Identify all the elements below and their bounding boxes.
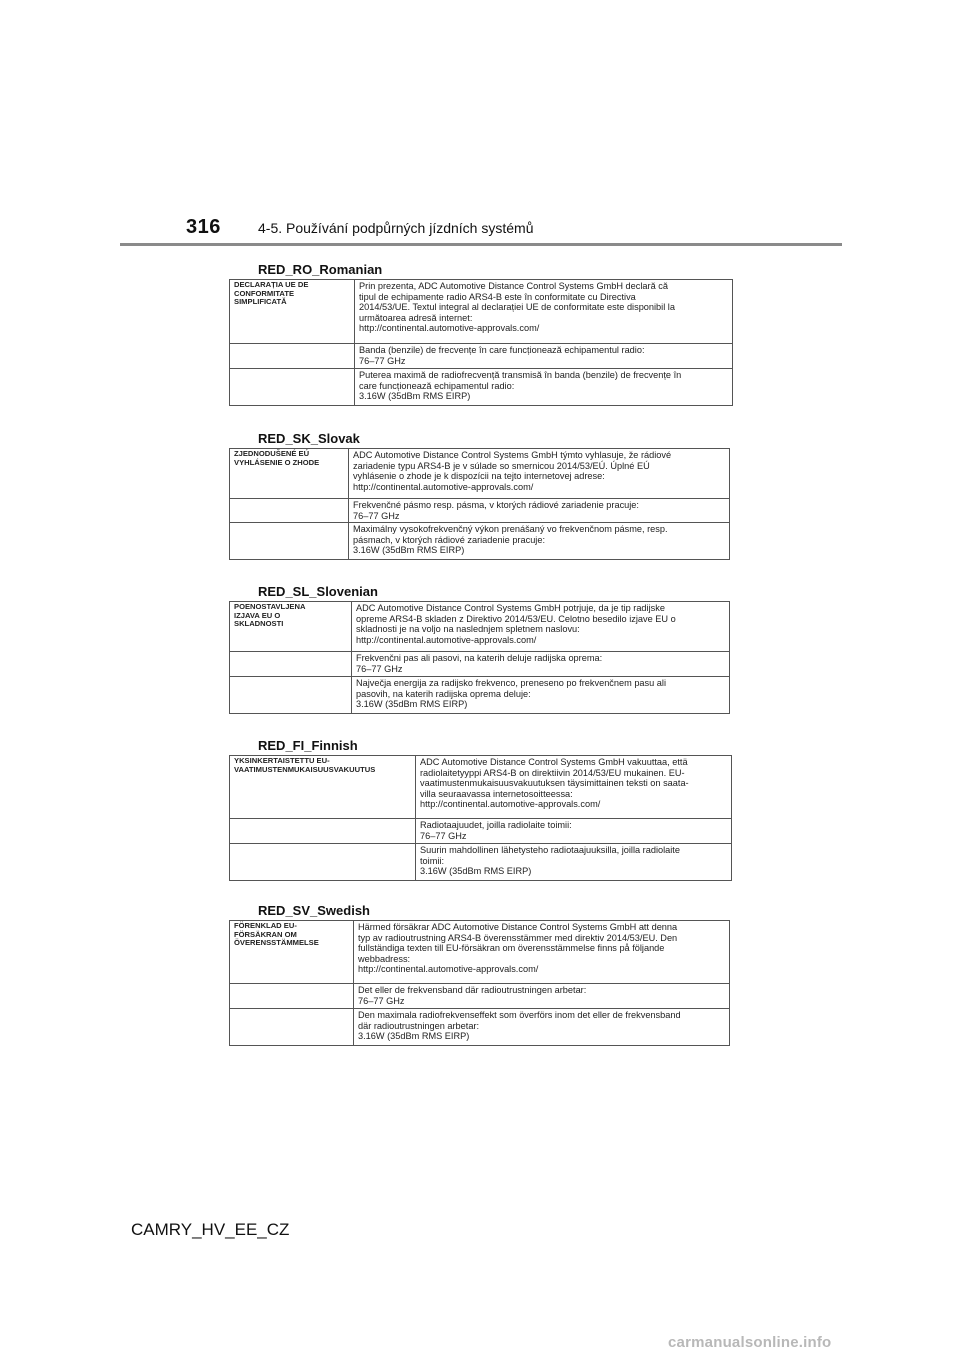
declaration-label-cell (230, 677, 352, 714)
document-id: CAMRY_HV_EE_CZ (131, 1220, 290, 1239)
text-line: pásmach, v ktorých rádiové zariadenie pracuje: (353, 534, 546, 545)
declaration-label-cell (230, 499, 349, 523)
table-row (230, 602, 730, 652)
declaration-label-cell (230, 756, 416, 819)
declaration-label-cell (230, 602, 352, 652)
declaration-label-cell (230, 1009, 354, 1046)
text-line: ADC Automotive Distance Control Systems GmbH týmto vyhlasuje, že rádiové (353, 450, 672, 460)
block-title: RED_FI_Finnish (258, 738, 358, 753)
section-header: 4-5. Používání podpůrných jízdních systémů (258, 220, 534, 236)
declaration-label-cell (230, 652, 352, 677)
declaration-table (229, 920, 730, 1046)
block-title: RED_RO_Romanian (258, 262, 383, 277)
text-line: vyhlásenie o zhode je k dispozícii na tejto internetovej adrese: (353, 471, 605, 481)
declaration-text-cell (355, 280, 733, 344)
text-line: radiolaitetyyppi ARS4-B on direktiivin 2014/53/EU mukainen. EU- (420, 767, 685, 778)
header-rule (120, 243, 842, 246)
label-line: CONFORMITATE (234, 288, 295, 298)
declaration-text-cell (355, 344, 733, 369)
block-title: RED_SL_Slovenian (258, 584, 378, 599)
declaration-text-cell (349, 523, 730, 560)
label-line: ÖVERENSSTÄMMELSE (234, 938, 319, 948)
text-line: http://continental.automotive-approvals.com/ (356, 634, 537, 645)
table-row (230, 844, 732, 881)
table-row (230, 984, 730, 1009)
text-line: tipul de echipamente radio ARS4-B este în conformitate cu Directiva (359, 291, 636, 302)
label-line: FÖRENKLAD EU- (234, 921, 297, 930)
text-line: fullständiga texten till EU-försäkran om överensstämmelse finns på följande (358, 943, 665, 953)
text-line: Härmed försäkrar ADC Automotive Distance Control Systems GmbH att denna (358, 922, 678, 932)
text-line: ADC Automotive Distance Control Systems GmbH potrjuje, da je tip radijske (356, 603, 665, 613)
declaration-label-cell (230, 449, 349, 499)
declaration-label-cell (230, 844, 416, 881)
text-line: 76–77 GHz (420, 830, 467, 841)
label-line: SIMPLIFICATĂ (234, 297, 287, 307)
declaration-label-cell (230, 523, 349, 560)
text-line: 3.16W (35dBm RMS EIRP) (359, 391, 471, 401)
text-line: typ av radioutrustning ARS4-B överensstämmer med direktiv 2014/53/EU. Den (358, 932, 678, 943)
declaration-table (229, 279, 733, 406)
declaration-text-cell (349, 449, 730, 499)
declaration-text-cell (352, 677, 730, 714)
text-line: Radiotaajuudet, joilla radiolaite toimii: (420, 820, 572, 830)
declaration-text-cell (354, 984, 730, 1009)
label-line: POENOSTAVLJENA (234, 602, 306, 611)
table-row (230, 280, 733, 344)
text-line: opreme ARS4-B skladen z Direktivo 2014/53/EU. Celotno besedilo izjave EU o (356, 613, 676, 624)
table-row (230, 499, 730, 523)
declaration-text-cell (352, 652, 730, 677)
text-line: 76–77 GHz (353, 510, 400, 521)
label-line: ZJEDNODUŠENÉ EÚ (234, 449, 310, 458)
declaration-label-cell (230, 369, 355, 406)
text-line: 76–77 GHz (358, 995, 405, 1006)
text-line: Banda (benzile) de frecvențe în care funcționează echipamentul radio: (359, 345, 645, 355)
text-line: http://continental.automotive-approvals.com/ (359, 323, 540, 333)
declaration-text-cell (352, 602, 730, 652)
text-line: vaatimustenmukaisuusvakuutuksen täysimittainen teksti on saata- (420, 778, 689, 788)
text-line: Največja energija za radijsko frekvenco, preneseno po frekvenčnem pasu ali (356, 678, 666, 688)
watermark: carmanualsonline.info (668, 1334, 832, 1351)
declaration-text-cell (416, 844, 732, 881)
text-line: http://continental.automotive-approvals.com/ (353, 481, 534, 492)
declaration-label-cell (230, 984, 354, 1009)
declaration-text-cell (416, 756, 732, 819)
text-line: următoarea adresă internet: (359, 312, 473, 323)
declaration-text-cell (416, 819, 732, 844)
label-line: YKSINKERTAISTETTU EU- (234, 756, 330, 765)
text-line: http://continental.automotive-approvals.com/ (358, 964, 539, 974)
declaration-text-cell (349, 499, 730, 523)
text-line: Suurin mahdollinen lähetysteho radiotaajuuksilla, joilla radiolaite (420, 845, 680, 855)
text-line: Prin prezenta, ADC Automotive Distance Control Systems GmbH declară că (359, 281, 668, 291)
declaration-label-cell (230, 921, 354, 984)
text-line: zariadenie typu ARS4-B je v súlade so smernicou 2014/53/EÚ. Úplné EÚ (353, 460, 650, 471)
text-line: Puterea maximă de radiofrecvență transmisă în banda (benzile) de frecvențe în (359, 370, 682, 380)
text-line: pasovih, na katerih radijska oprema deluje: (356, 688, 531, 699)
table-row (230, 523, 730, 560)
label-line: VYHLÁSENIE O ZHODE (234, 457, 320, 467)
declaration-text-cell (355, 369, 733, 406)
table-row (230, 369, 733, 406)
text-line: Frekvenčni pas ali pasovi, na katerih deluje radijska oprema: (356, 653, 603, 663)
text-line: 76–77 GHz (359, 355, 406, 366)
text-line: care funcționează echipamentul radio: (359, 380, 515, 391)
text-line: där radioutrustningen arbetar: (358, 1020, 480, 1031)
declaration-text-cell (354, 921, 730, 984)
label-line: SKLADNOSTI (234, 619, 284, 629)
text-line: Frekvenčné pásmo resp. pásma, v ktorých rádiové zariadenie pracuje: (353, 500, 639, 510)
declaration-text-cell (354, 1009, 730, 1046)
text-line: villa seuraavassa internetosoitteessa: (420, 788, 573, 799)
text-line: 3.16W (35dBm RMS EIRP) (358, 1031, 470, 1041)
label-line: DECLARAȚIA UE DE (234, 280, 309, 289)
text-line: 76–77 GHz (356, 663, 403, 674)
table-row (230, 921, 730, 984)
text-line: 3.16W (35dBm RMS EIRP) (420, 866, 532, 876)
label-line: FÖRSÄKRAN OM (234, 929, 297, 939)
page-number: 316 (186, 216, 221, 238)
block-title: RED_SK_Slovak (258, 431, 360, 446)
declaration-label-cell (230, 344, 355, 369)
table-row (230, 756, 732, 819)
text-line: 3.16W (35dBm RMS EIRP) (356, 699, 468, 709)
declaration-label-cell (230, 819, 416, 844)
text-line: webbadress: (358, 953, 411, 964)
text-line: Maximálny vysokofrekvenčný výkon prenášaný vo frekvenčnom pásme, resp. (353, 524, 668, 534)
text-line: toimii: (420, 855, 444, 866)
label-line: VAATIMUSTENMUKAISUUSVAKUUTUS (234, 764, 376, 774)
text-line: Det eller de frekvensband där radioutrustningen arbetar: (358, 985, 587, 995)
text-line: 2014/53/UE. Textul integral al declarației UE de conformitate este disponibil la (359, 302, 675, 312)
text-line: http://continental.automotive-approvals.com/ (420, 799, 601, 809)
text-line: 3.16W (35dBm RMS EIRP) (353, 545, 465, 555)
table-row (230, 1009, 730, 1046)
label-line: IZJAVA EU O (234, 610, 281, 620)
table-row (230, 677, 730, 714)
block-title: RED_SV_Swedish (258, 903, 370, 918)
declaration-label-cell (230, 280, 355, 344)
text-line: skladnosti je na voljo na naslednjem spletnem naslovu: (356, 624, 580, 634)
table-row (230, 819, 732, 844)
declaration-table (229, 601, 730, 714)
table-row (230, 652, 730, 677)
text-line: Den maximala radiofrekvenseffekt som överförs inom det eller de frekvensband (358, 1010, 681, 1020)
table-row (230, 449, 730, 499)
text-line: ADC Automotive Distance Control Systems GmbH vakuuttaa, että (420, 757, 688, 767)
declaration-table (229, 755, 732, 881)
declaration-table (229, 448, 730, 560)
table-row (230, 344, 733, 369)
